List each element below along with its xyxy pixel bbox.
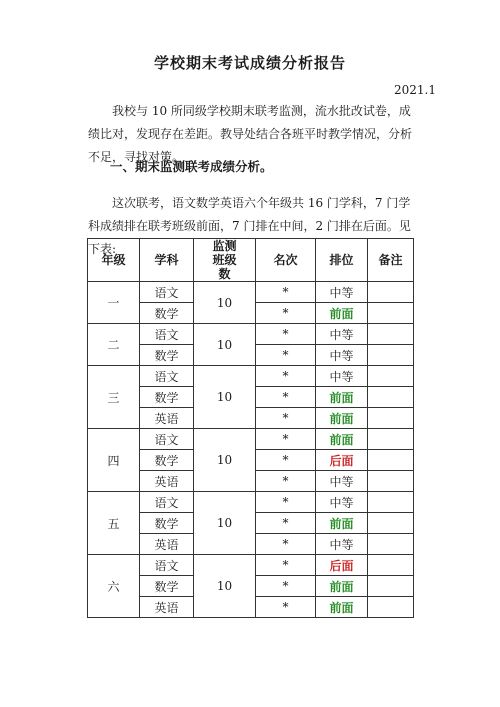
position-cell: 中等 xyxy=(316,282,368,303)
classes-cell: 10 xyxy=(194,492,256,555)
rank-cell: * xyxy=(256,408,316,429)
rank-cell: * xyxy=(256,387,316,408)
intro-paragraph: 我校与 10 所同级学校期末联考监测，流水批改试卷，成绩比对，发现存在差距。教导处结合各班平时教学情况，分析不足，寻找对策。 xyxy=(88,104,413,164)
table-row xyxy=(88,324,414,345)
note-cell xyxy=(368,282,414,303)
table-row xyxy=(88,282,414,303)
position-cell: 中等 xyxy=(316,366,368,387)
note-cell xyxy=(368,429,414,450)
subject-cell: 数学 xyxy=(140,450,194,471)
note-cell xyxy=(368,366,414,387)
subject-cell: 语文 xyxy=(140,429,194,450)
subject-cell: 英语 xyxy=(140,534,194,555)
position-cell: 中等 xyxy=(316,345,368,366)
subject-cell: 数学 xyxy=(140,303,194,324)
grade-cell: 三 xyxy=(88,366,140,429)
section-heading: 一、期末监测联考成绩分析。 xyxy=(110,159,273,174)
rank-cell: * xyxy=(256,471,316,492)
note-cell xyxy=(368,324,414,345)
subject-cell: 英语 xyxy=(140,408,194,429)
note-cell xyxy=(368,534,414,555)
position-cell: 中等 xyxy=(316,471,368,492)
note-cell xyxy=(368,555,414,576)
grade-cell: 五 xyxy=(88,492,140,555)
position-cell: 后面 xyxy=(316,450,368,471)
note-cell xyxy=(368,597,414,618)
subject-cell: 数学 xyxy=(140,576,194,597)
subject-cell: 数学 xyxy=(140,387,194,408)
classes-cell: 10 xyxy=(194,555,256,618)
grade-cell: 二 xyxy=(88,324,140,366)
position-cell: 前面 xyxy=(316,597,368,618)
note-cell xyxy=(368,408,414,429)
position-cell: 前面 xyxy=(316,303,368,324)
section-paragraph: 这次联考，语文数学英语六个年级共 16 门学科，7 门学科成绩排在联考班级前面，7 门排在中间，2 门排在后面。见下表: xyxy=(88,196,411,256)
table-row xyxy=(88,366,414,387)
header-classes-label: 监测班级数 xyxy=(212,239,237,281)
table-row xyxy=(88,492,414,513)
header-subject: 学科 xyxy=(140,239,194,282)
rank-cell: * xyxy=(256,597,316,618)
subject-cell: 英语 xyxy=(140,597,194,618)
rank-cell: * xyxy=(256,492,316,513)
subject-cell: 数学 xyxy=(140,345,194,366)
rank-cell: * xyxy=(256,282,316,303)
note-cell xyxy=(368,576,414,597)
position-cell: 后面 xyxy=(316,555,368,576)
position-cell: 中等 xyxy=(316,324,368,345)
grade-cell: 一 xyxy=(88,282,140,324)
subject-cell: 语文 xyxy=(140,282,194,303)
header-classes xyxy=(194,239,256,282)
note-cell xyxy=(368,387,414,408)
table-body xyxy=(88,282,414,618)
rank-cell: * xyxy=(256,366,316,387)
note-cell xyxy=(368,492,414,513)
rank-cell: * xyxy=(256,555,316,576)
note-cell xyxy=(368,471,414,492)
rank-cell: * xyxy=(256,345,316,366)
note-cell xyxy=(368,450,414,471)
rank-cell: * xyxy=(256,303,316,324)
position-cell: 前面 xyxy=(316,387,368,408)
classes-cell: 10 xyxy=(194,429,256,492)
subject-cell: 英语 xyxy=(140,471,194,492)
header-rank: 名次 xyxy=(256,239,316,282)
rank-cell: * xyxy=(256,534,316,555)
rank-cell: * xyxy=(256,429,316,450)
subject-cell: 语文 xyxy=(140,366,194,387)
grade-cell: 四 xyxy=(88,429,140,492)
position-cell: 中等 xyxy=(316,534,368,555)
classes-cell: 10 xyxy=(194,282,256,324)
position-cell: 前面 xyxy=(316,513,368,534)
subject-cell: 语文 xyxy=(140,324,194,345)
note-cell xyxy=(368,513,414,534)
table-row xyxy=(88,555,414,576)
table-row xyxy=(88,429,414,450)
rank-cell: * xyxy=(256,576,316,597)
header-grade: 年级 xyxy=(88,239,140,282)
position-cell: 前面 xyxy=(316,408,368,429)
table-header-row xyxy=(88,239,414,282)
results-table xyxy=(87,238,414,618)
position-cell: 中等 xyxy=(316,492,368,513)
report-date: 2021.1 xyxy=(394,83,436,97)
rank-cell: * xyxy=(256,450,316,471)
note-cell xyxy=(368,303,414,324)
subject-cell: 数学 xyxy=(140,513,194,534)
report-title: 学校期末考试成绩分析报告 xyxy=(153,54,346,72)
classes-cell: 10 xyxy=(194,324,256,366)
rank-cell: * xyxy=(256,513,316,534)
header-position: 排位 xyxy=(316,239,368,282)
grade-cell: 六 xyxy=(88,555,140,618)
position-cell: 前面 xyxy=(316,576,368,597)
note-cell xyxy=(368,345,414,366)
subject-cell: 语文 xyxy=(140,492,194,513)
header-note: 备注 xyxy=(368,239,414,282)
subject-cell: 语文 xyxy=(140,555,194,576)
classes-cell: 10 xyxy=(194,366,256,429)
rank-cell: * xyxy=(256,324,316,345)
position-cell: 前面 xyxy=(316,429,368,450)
